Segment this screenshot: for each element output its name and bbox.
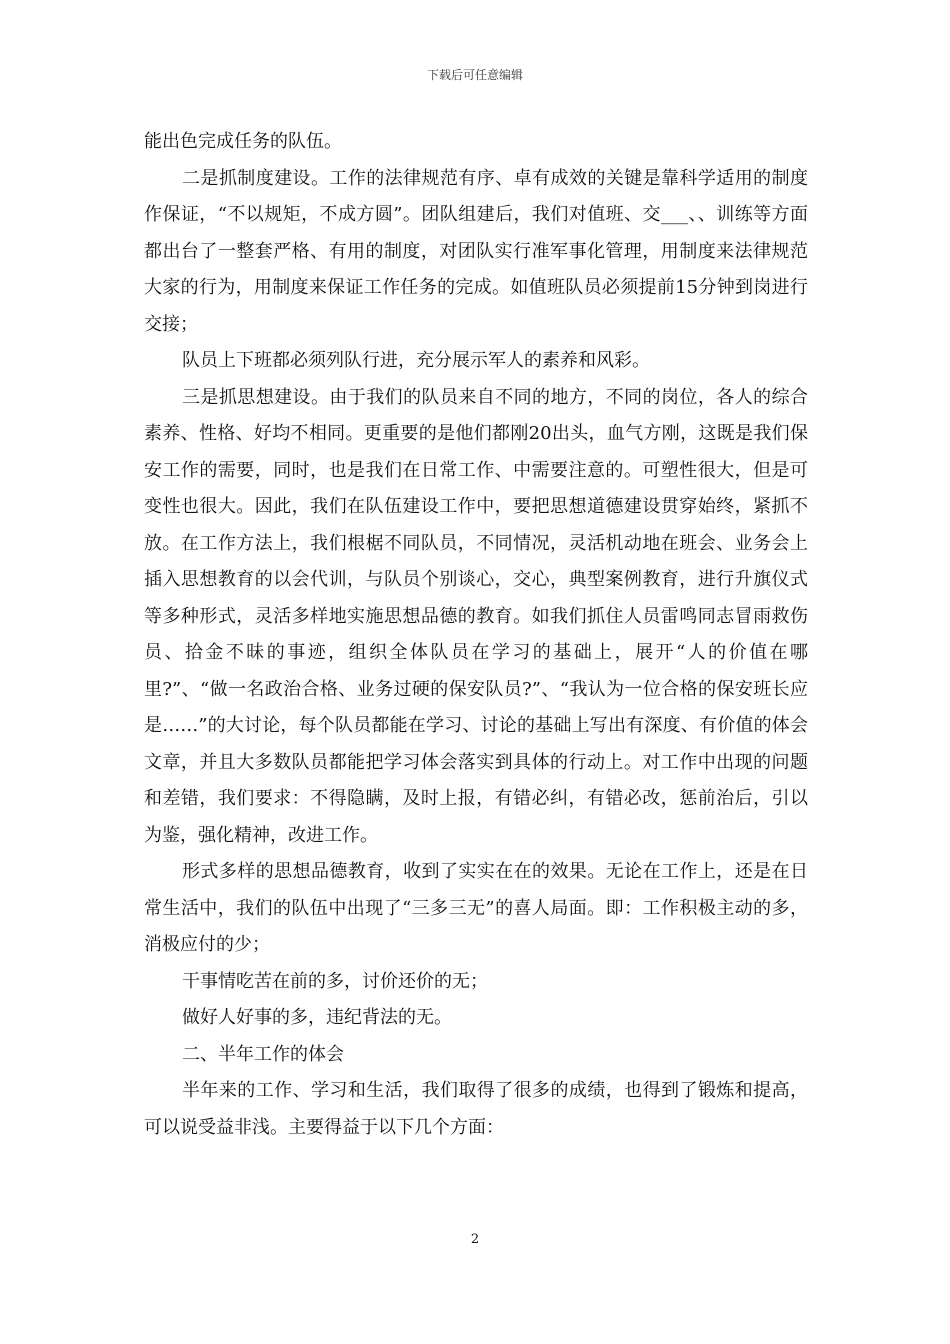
paragraph: 干事情吃苦在前的多，讨价还价的无； bbox=[182, 970, 488, 992]
paragraph: 三是抓思想建设。由于我们的队员来自不同的地方，不同的岗位，各人的综合素养、性格、好均不相同。更重要的是他们都刚20出头，血气方刚，这既是我们保安工作的需要，同时，也是我们在日常工作、中需要注意的。可塑性很大，但是可变性也很大。因此，我们在队伍建设工作中，要把思想道德建设贯穿始终，紧抓不放。在工作方法上，我们根椐不同队员，不同情况，灵活机动地在班会、业务会上插入思想教育的以会代训，与队员个别谈心，交心，典型案例教育，进行升旗仪式等多种形式，灵活多样地实施思想品德的教育。如我们抓住人员雷鸣同志冒雨救伤员、拾金不昧的事迹，组织全体队员在学习的基础上，展开“人的价值在哪里?”、“做一名政治合格、业务过硬的保安队员?”、“我认为一位合格的保安班长应是……”的大讨论，每个队员都能在学习、讨论的基础上写出有深度、有价值的体会文章，并且大多数队员都能把学习体会落实到具体的行动上。对工作中出现的问题和差错，我们要求：不得隐瞒，及时上报，有错必纠，有错必改，惩前治后，引以为鉴，强化精神，改进工作。 bbox=[144, 386, 808, 846]
paragraph: 半年来的工作、学习和生活，我们取得了很多的成绩，也得到了锻炼和提高，可以说受益非浅。主要得益于以下几个方面： bbox=[144, 1080, 808, 1138]
paragraph: 二是抓制度建设。工作的法律规范有序、卓有成效的关键是靠科学适用的制度作保证，“不以规矩，不成方圆”。团队组建后，我们对值班、交___、、训练等方面都出台了一整套严格、有用的制度，对团队实行准军事化管理，用制度来法律规范大家的行为，用制度来保证工作任务的完成。如值班队员必须提前15分钟到岗进行交接； bbox=[144, 167, 808, 335]
section-heading: 二、半年工作的体会 bbox=[182, 1043, 344, 1065]
paragraph: 队员上下班都必须列队行进，充分展示军人的素养和风彩。 bbox=[182, 350, 650, 371]
page-number: 2 bbox=[470, 1232, 480, 1247]
paragraph: 做好人好事的多，违纪背法的无。 bbox=[182, 1007, 452, 1028]
paragraph: 能出色完成任务的队伍。 bbox=[144, 131, 342, 152]
page-header: 下载后可任意编辑 bbox=[426, 68, 523, 82]
document-body bbox=[144, 124, 808, 1146]
paragraph: 形式多样的思想品德教育，收到了实实在在的效果。无论在工作上，还是在日常生活中，我们的队伍中出现了“三多三无”的喜人局面。即：工作积极主动的多，消极应付的少； bbox=[144, 861, 808, 955]
